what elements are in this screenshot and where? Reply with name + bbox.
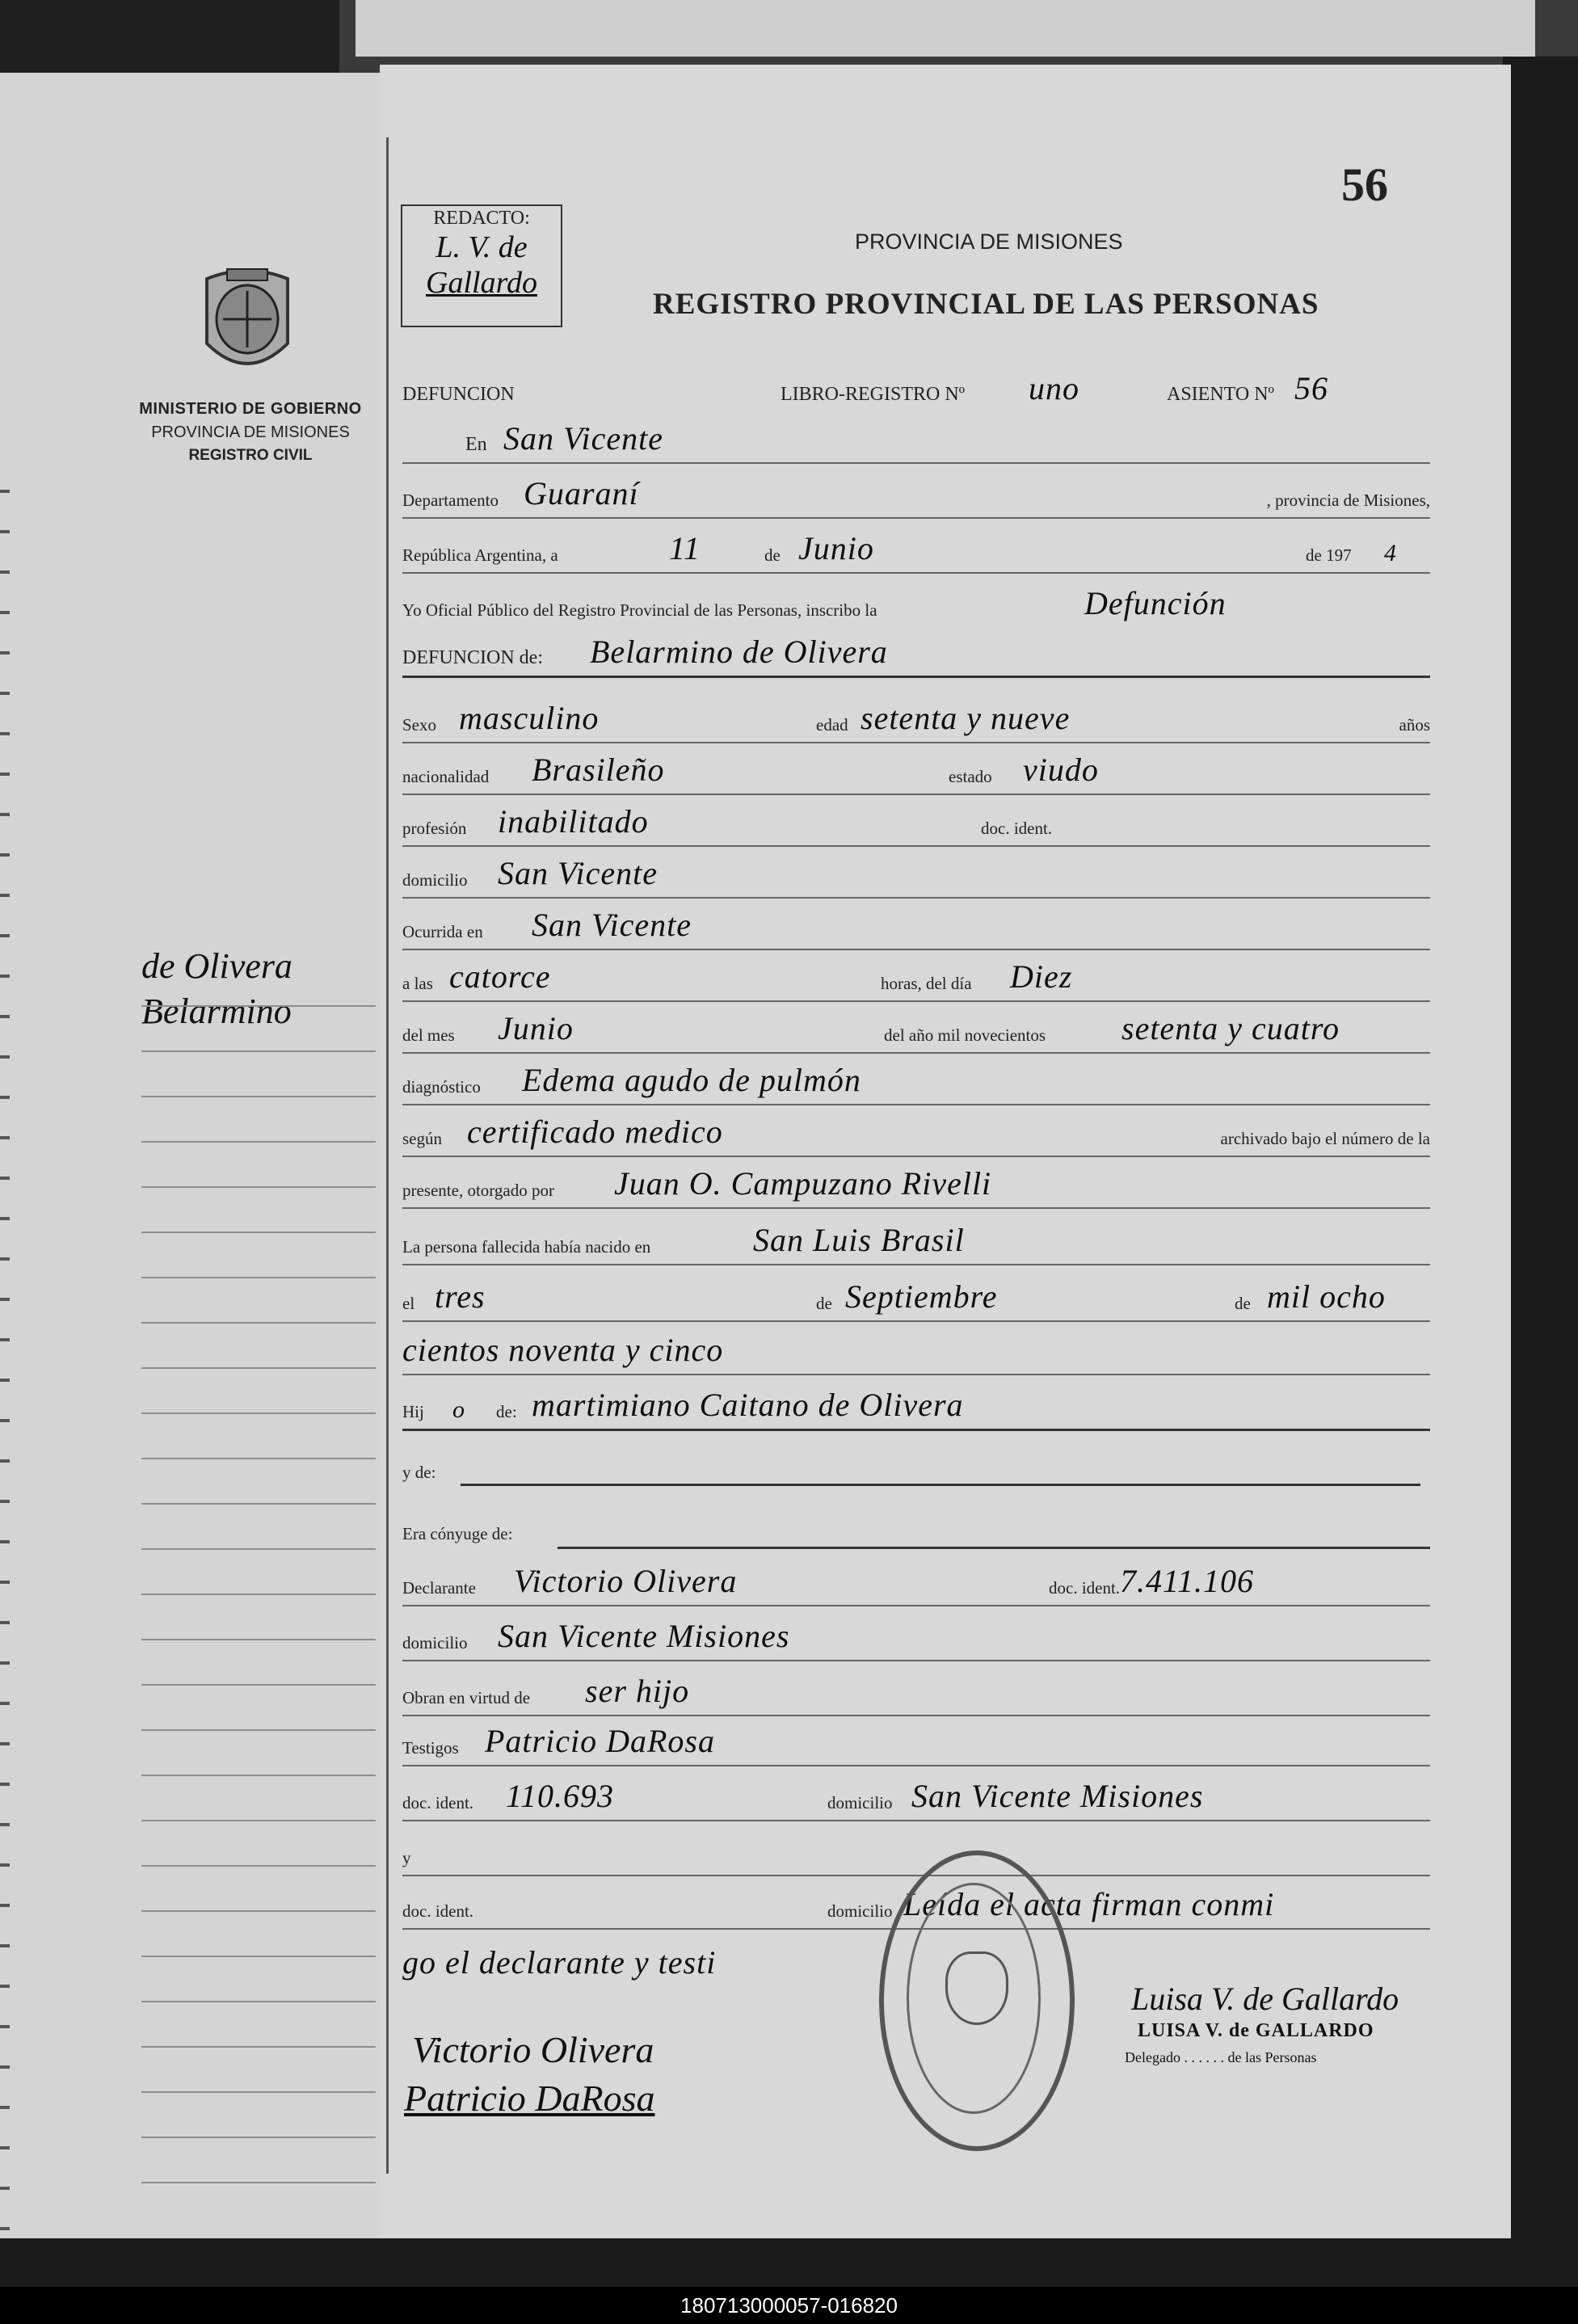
dom2-label: domicilio xyxy=(827,1901,893,1921)
row-domicilio xyxy=(402,852,1430,899)
de-label: de xyxy=(764,545,781,565)
row-hijo xyxy=(402,1383,1430,1431)
ocurrida-value: San Vicente xyxy=(532,907,692,943)
yde-container xyxy=(402,1463,436,1483)
row-segun xyxy=(402,1110,1430,1157)
defuncion-de-value: Belarmino de Olivera xyxy=(590,634,888,670)
segun-value: certificado medico xyxy=(467,1114,723,1150)
row-libro xyxy=(402,367,1430,412)
sexo-value: masculino xyxy=(459,700,600,736)
alas-label: a las xyxy=(402,974,433,993)
row-ocurrida xyxy=(402,903,1430,950)
persona-label: La persona fallecida había nacido en xyxy=(402,1237,651,1257)
redacto-name-line1: L. V. de xyxy=(436,230,528,264)
book-cover-edge xyxy=(1503,57,1578,2238)
departamento-value: Guaraní xyxy=(524,475,639,512)
conyuge-container xyxy=(402,1524,512,1544)
declarant-signature: Victorio Olivera xyxy=(412,2029,654,2070)
libro-value: uno xyxy=(1029,370,1079,406)
de-anio-label: de xyxy=(1235,1294,1251,1313)
diagnostico-value: Edema agudo de pulmón xyxy=(522,1062,861,1098)
row-profesion xyxy=(402,800,1430,847)
republica-label: República Argentina, a xyxy=(402,545,558,565)
margin-note-name: Belarmino xyxy=(141,991,292,1031)
horas-value: Diez xyxy=(1010,958,1073,995)
year-prefix: de 197 xyxy=(1306,545,1352,565)
anos-label: años xyxy=(1399,715,1430,735)
mes-nac-value: Septiembre xyxy=(845,1278,998,1315)
redacto-box xyxy=(401,204,562,327)
hij-de-label: de: xyxy=(496,1402,517,1421)
day-value: 11 xyxy=(669,530,701,566)
test-doc-label: doc. ident. xyxy=(402,1793,474,1812)
inscribo-value: Defunción xyxy=(1084,585,1227,621)
row-nacido xyxy=(402,1219,1430,1265)
decl-dom-value: San Vicente Misiones xyxy=(498,1618,790,1654)
profesion-value: inabilitado xyxy=(498,803,649,840)
registry-heading: REGISTRO PROVINCIAL DE LAS PERSONAS xyxy=(653,288,1319,321)
en-value: San Vicente xyxy=(503,420,663,457)
test-dom-value: San Vicente Misiones xyxy=(911,1778,1204,1814)
row-nacionalidad xyxy=(402,748,1430,795)
el-label: el xyxy=(402,1294,415,1313)
hij-suffix: o xyxy=(452,1396,465,1423)
delano-value: setenta y cuatro xyxy=(1121,1010,1340,1046)
doc-ident-label: doc. ident. xyxy=(981,819,1053,838)
margin-note-surname: de Olivera xyxy=(141,946,292,986)
archivado-label: archivado bajo el número de la xyxy=(1220,1129,1430,1148)
row-y xyxy=(402,1829,1430,1876)
coat-of-arms-icon xyxy=(199,263,296,384)
row-fecha-nac xyxy=(402,1275,1430,1322)
closing-line2: go el declarante y testi xyxy=(402,1944,717,1981)
alas-value: catorce xyxy=(449,958,551,995)
row-en xyxy=(402,417,1430,464)
test-doc-value: 110.693 xyxy=(506,1778,615,1814)
officer-signature: Luisa V. de Gallardo xyxy=(1131,1981,1399,2017)
redacto-name-line2: Gallardo xyxy=(426,266,537,300)
en-label: En xyxy=(465,434,487,455)
province-heading: PROVINCIA DE MISIONES xyxy=(855,229,1123,254)
anio-nac-value: mil ocho xyxy=(1267,1278,1386,1315)
de-mes-label: de xyxy=(816,1294,832,1313)
row-conyuge xyxy=(558,1501,1430,1549)
page-number: 56 xyxy=(1341,158,1388,211)
row-sexo xyxy=(402,697,1430,743)
horas-label: horas, del día xyxy=(881,974,972,993)
diagnostico-label: diagnóstico xyxy=(402,1077,481,1097)
presente-label: presente, otorgado por xyxy=(402,1181,554,1200)
row-diagnostico xyxy=(402,1059,1430,1105)
estado-label: estado xyxy=(949,767,992,786)
yo-oficial-label: Yo Oficial Público del Registro Provincial de las Personas, inscribo la xyxy=(402,600,877,620)
delmes-value: Junio xyxy=(498,1010,574,1046)
y-label: y xyxy=(402,1848,411,1867)
persona-value: San Luis Brasil xyxy=(753,1222,965,1258)
delano-label: del año mil novecientos xyxy=(884,1025,1046,1045)
binding-marks xyxy=(0,453,10,2230)
bottom-shadow xyxy=(0,2238,1578,2287)
obran-label: Obran en virtud de xyxy=(402,1688,531,1707)
estado-value: viudo xyxy=(1023,752,1099,788)
hij-value: martimiano Caitano de Olivera xyxy=(532,1387,964,1423)
domicilio-label: domicilio xyxy=(402,870,468,890)
row-departamento xyxy=(402,472,1430,519)
yde-label: y de: xyxy=(402,1463,436,1482)
row-testigos xyxy=(402,1720,1430,1766)
declarante-label: Declarante xyxy=(402,1578,476,1598)
asiento-value: 56 xyxy=(1294,370,1328,406)
nacionalidad-label: nacionalidad xyxy=(402,767,490,786)
testigos-value: Patricio DaRosa xyxy=(485,1723,715,1759)
top-paper-edge xyxy=(356,0,1535,57)
officer-printed-name: LUISA V. de GALLARDO xyxy=(1138,2020,1374,2041)
asiento-label: ASIENTO Nº xyxy=(1167,384,1274,405)
profesion-label: profesión xyxy=(402,819,467,838)
row-fecha xyxy=(402,527,1430,574)
declarante-value: Victorio Olivera xyxy=(514,1563,738,1599)
defuncion-label: DEFUNCION xyxy=(402,384,515,405)
provincia-label: , provincia de Misiones, xyxy=(1266,490,1430,510)
month-value: Junio xyxy=(798,530,874,566)
ministry-registry: REGISTRO CIVIL xyxy=(188,447,313,464)
row-yo-oficial xyxy=(402,582,1430,627)
image-id-caption: 180713000057-016820 xyxy=(0,2287,1578,2324)
testigos-label: Testigos xyxy=(402,1738,459,1758)
form-margin-line xyxy=(386,137,389,2174)
row-decl-domicilio xyxy=(402,1615,1430,1661)
departamento-label: Departamento xyxy=(402,490,499,510)
test-dom-label: domicilio xyxy=(827,1793,893,1812)
row-obran xyxy=(402,1669,1430,1716)
officer-title: Delegado . . . . . . de las Personas xyxy=(1125,2049,1317,2065)
row-y-de xyxy=(461,1438,1420,1486)
margin-ruled-lines xyxy=(141,962,376,2190)
ocurrida-label: Ocurrida en xyxy=(402,922,483,941)
hij-label: Hij xyxy=(402,1402,424,1421)
segun-label: según xyxy=(402,1129,442,1148)
ministry-block xyxy=(121,400,380,465)
row-presente xyxy=(402,1162,1430,1209)
witness-signature: Patricio DaRosa xyxy=(404,2078,655,2119)
defuncion-de-label: DEFUNCION de: xyxy=(402,647,543,668)
row-mes xyxy=(402,1007,1430,1054)
delmes-label: del mes xyxy=(402,1025,455,1045)
obran-value: ser hijo xyxy=(585,1673,690,1709)
libro-label: LIBRO-REGISTRO Nº xyxy=(781,384,966,405)
row-test-doc xyxy=(402,1775,1430,1821)
decl-doc-label: doc. ident. xyxy=(1049,1578,1121,1598)
year-digit: 4 xyxy=(1384,540,1397,566)
edad-label: edad xyxy=(816,715,848,735)
sexo-label: Sexo xyxy=(402,715,436,735)
presente-value: Juan O. Campuzano Rivelli xyxy=(614,1165,992,1202)
domicilio-value: San Vicente xyxy=(498,855,658,891)
row-fecha-nac-cont xyxy=(402,1328,1430,1375)
el-value: tres xyxy=(435,1278,486,1315)
edad-value: setenta y nueve xyxy=(861,700,1071,736)
row-hora xyxy=(402,955,1430,1002)
ministry-province: PROVINCIA DE MISIONES xyxy=(151,423,350,441)
closing-line1: Leída el acta firman conmi xyxy=(903,1886,1275,1922)
nacionalidad-value: Brasileño xyxy=(532,752,665,788)
top-shadow xyxy=(0,0,339,73)
conyuge-label: Era cónyuge de: xyxy=(402,1524,513,1543)
decl-doc-value: 7.411.106 xyxy=(1120,1563,1255,1599)
row-defuncion-de xyxy=(402,630,1430,678)
decl-dom-label: domicilio xyxy=(402,1633,468,1652)
anio-nac-value2: cientos noventa y cinco xyxy=(402,1332,724,1368)
stamp-emblem-icon xyxy=(945,1951,1008,2025)
doc2-label: doc. ident. xyxy=(402,1901,474,1921)
row-declarante xyxy=(402,1560,1430,1606)
redacto-label: REDACTO: xyxy=(433,208,530,229)
ministry-title: MINISTERIO DE GOBIERNO xyxy=(139,400,362,418)
